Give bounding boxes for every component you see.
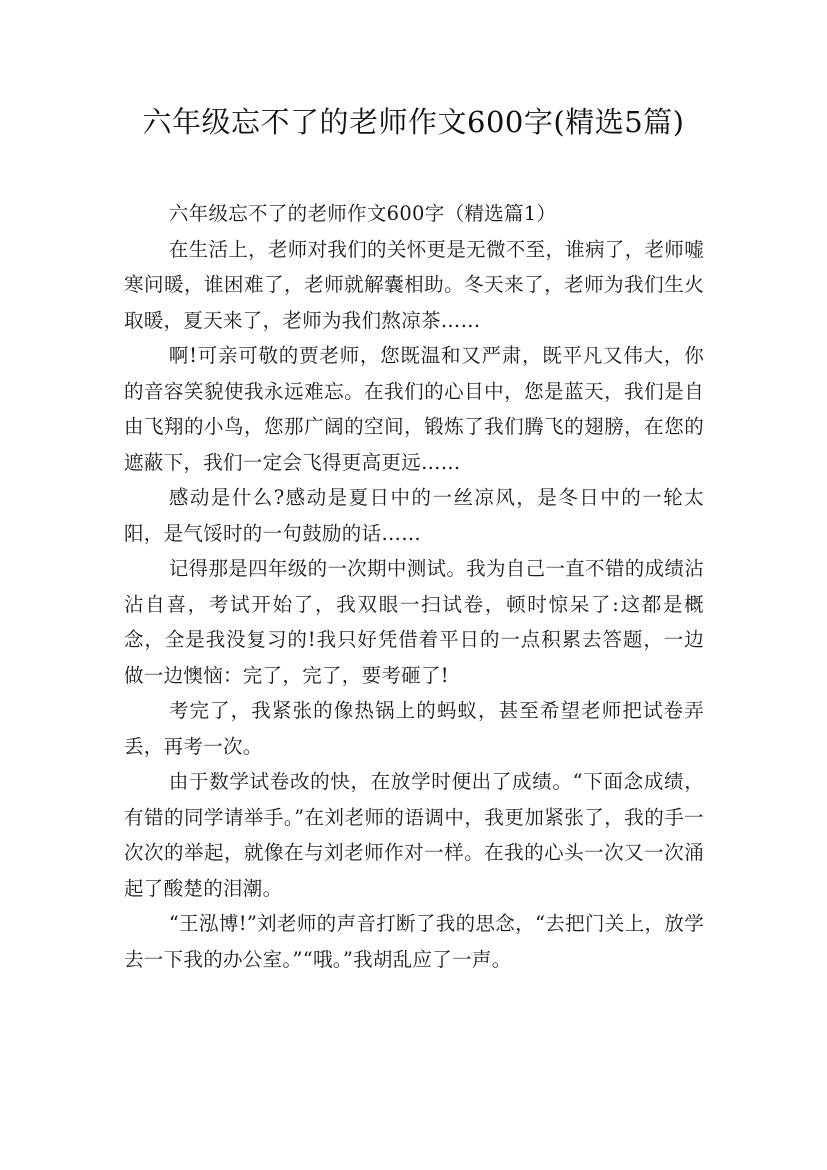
document-body [124,196,704,977]
paragraph: 啊!可亲可敬的贾老师，您既温和又严肃，既平凡又伟大，你的音容笑貌使我永远难忘。在我们的心目中，您是蓝天，我们是自由飞翔的小鸟，您那广阔的空间，锻炼了我们腾飞的翅膀，在您的遮蔽下，我们一定会飞得更高更远…… [124,344,704,474]
paragraph: 感动是什么?感动是夏日中的一丝凉风，是冬日中的一轮太阳，是气馁时的一句鼓励的话…… [124,486,704,545]
document-title: 六年级忘不了的老师作文600字(精选5篇) [142,105,685,139]
paragraph: 由于数学试卷改的快，在放学时便出了成绩。“下面念成绩，有错的同学请举手。”在刘老师的语调中，我更加紧张了，我的手一次次的举起，就像在与刘老师作对一样。在我的心头一次又一次涌起了酸楚的泪潮。 [124,770,704,900]
paragraph: 在生活上，老师对我们的关怀更是无微不至，谁病了，老师嘘寒问暖，谁困难了，老师就解囊相助。冬天来了，老师为我们生火取暖，夏天来了，老师为我们熬凉茶…… [124,237,704,332]
paragraph: “王泓博!”刘老师的声音打断了我的思念，“去把门关上，放学去一下我的办公室。”“哦。”我胡乱应了一声。 [124,912,704,971]
section-heading: 六年级忘不了的老师作文600字（精选篇1） [168,202,557,225]
paragraph: 记得那是四年级的一次期中测试。我为自己一直不错的成绩沾沾自喜，考试开始了，我双眼一扫试卷，顿时惊呆了:这都是概念，全是我没复习的!我只好凭借着平日的一点积累去答题，一边做一边懊恼：完了，完了，要考砸了! [124,557,704,687]
paragraph: 考完了，我紧张的像热锅上的蚂蚁，甚至希望老师把试卷弄丢，再考一次。 [124,699,704,758]
